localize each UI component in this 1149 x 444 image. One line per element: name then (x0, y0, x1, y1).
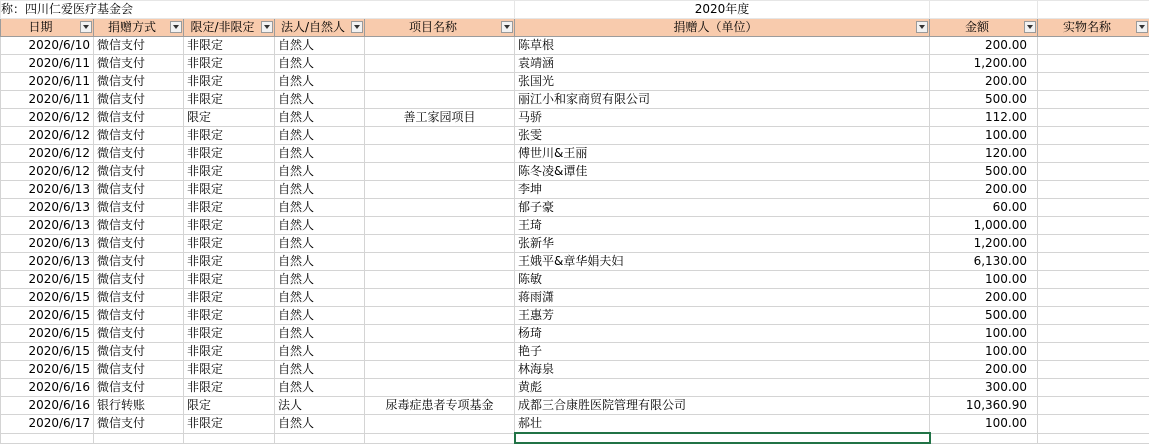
cell-donor[interactable]: 袁靖涵 (515, 55, 930, 73)
cell-donor[interactable]: 蒋雨潇 (515, 289, 930, 307)
table-row (1, 91, 1149, 109)
header-entity-type[interactable] (275, 19, 365, 37)
table-row (1, 325, 1149, 343)
cell-item-name[interactable] (1038, 307, 1149, 325)
cell-entity-type[interactable]: 自然人 (275, 37, 365, 55)
table-row (1, 235, 1149, 253)
cell-amount[interactable]: 200.00 (930, 181, 1038, 199)
cell-method[interactable]: 微信支付 (94, 253, 184, 271)
cell-project[interactable] (365, 415, 515, 434)
cell-entity-type[interactable]: 自然人 (275, 325, 365, 343)
cell-project[interactable]: 尿毒症患者专项基金 (365, 397, 515, 415)
cell-donor[interactable]: 傅世川&王丽 (515, 145, 930, 163)
cell-project[interactable] (365, 37, 515, 55)
cell-item-name[interactable] (1038, 145, 1149, 163)
cell-item-name[interactable] (1038, 91, 1149, 109)
filter-dropdown-icon[interactable] (351, 21, 363, 33)
cell-method[interactable]: 微信支付 (94, 37, 184, 55)
cell-item-name[interactable] (1038, 253, 1149, 271)
cell-amount[interactable]: 120.00 (930, 145, 1038, 163)
cell-item-name[interactable] (1038, 289, 1149, 307)
cell-donor[interactable]: 张国光 (515, 73, 930, 91)
cell-amount[interactable]: 500.00 (930, 163, 1038, 181)
cell-project[interactable] (365, 361, 515, 379)
cell-method[interactable]: 微信支付 (94, 91, 184, 109)
cell-entity-type[interactable]: 自然人 (275, 145, 365, 163)
cell-item-name[interactable] (1038, 271, 1149, 289)
cell-amount[interactable]: 10,360.90 (930, 397, 1038, 415)
cell-restriction[interactable]: 非限定 (184, 307, 275, 325)
cell-amount[interactable]: 200.00 (930, 73, 1038, 91)
cell-entity-type[interactable]: 自然人 (275, 379, 365, 397)
cell-project[interactable] (365, 217, 515, 235)
cell-restriction[interactable]: 非限定 (184, 271, 275, 289)
cell-entity-type[interactable]: 自然人 (275, 181, 365, 199)
cell-donor[interactable]: 陈草根 (515, 37, 930, 55)
header-row (1, 19, 1149, 37)
cell-method[interactable]: 微信支付 (94, 163, 184, 181)
table-row (1, 397, 1149, 415)
cell-amount[interactable]: 100.00 (930, 127, 1038, 145)
filter-dropdown-icon[interactable] (501, 21, 513, 33)
cell-item-name[interactable] (1038, 163, 1149, 181)
cell-item-name[interactable] (1038, 325, 1149, 343)
cell-restriction[interactable]: 限定 (184, 109, 275, 127)
filter-dropdown-icon[interactable] (916, 21, 928, 33)
empty-cell[interactable] (1038, 433, 1149, 443)
cell-amount[interactable]: 100.00 (930, 325, 1038, 343)
cell-date[interactable]: 2020/6/15 (1, 361, 94, 379)
cell-amount[interactable]: 1,200.00 (930, 235, 1038, 253)
table-row (1, 253, 1149, 271)
header-label: 限定/非限定 (190, 20, 254, 34)
empty-cell[interactable] (1, 433, 94, 443)
header-label: 捐赠人（单位） (673, 20, 757, 34)
cell-entity-type[interactable]: 自然人 (275, 55, 365, 73)
cell-item-name[interactable] (1038, 343, 1149, 361)
cell-restriction[interactable]: 非限定 (184, 361, 275, 379)
cell-entity-type[interactable]: 法人 (275, 397, 365, 415)
table-row (1, 307, 1149, 325)
cell-entity-type[interactable]: 自然人 (275, 73, 365, 91)
cell-restriction[interactable]: 非限定 (184, 91, 275, 109)
cell-item-name[interactable] (1038, 397, 1149, 415)
cell-entity-type[interactable]: 自然人 (275, 235, 365, 253)
cell-date[interactable]: 2020/6/13 (1, 235, 94, 253)
header-label: 实物名称 (1063, 20, 1111, 34)
cell-method[interactable]: 微信支付 (94, 55, 184, 73)
cell-project[interactable] (365, 289, 515, 307)
header-date[interactable] (1, 19, 94, 37)
cell-method[interactable]: 微信支付 (94, 181, 184, 199)
cell-method[interactable]: 微信支付 (94, 199, 184, 217)
table-row (1, 217, 1149, 235)
empty-cell[interactable] (275, 433, 365, 443)
table-row (1, 289, 1149, 307)
cell-method[interactable]: 微信支付 (94, 235, 184, 253)
cell-donor[interactable]: 成都三合康胜医院管理有限公司 (515, 397, 930, 415)
cell-item-name[interactable] (1038, 181, 1149, 199)
table-row (1, 73, 1149, 91)
cell-project[interactable]: 善工家园项目 (365, 109, 515, 127)
empty-cell[interactable] (184, 433, 275, 443)
cell-method[interactable]: 微信支付 (94, 73, 184, 91)
cell-method[interactable]: 微信支付 (94, 307, 184, 325)
cell-date[interactable]: 2020/6/11 (1, 91, 94, 109)
cell-date[interactable]: 2020/6/12 (1, 163, 94, 181)
cell-method[interactable]: 微信支付 (94, 109, 184, 127)
cell-restriction[interactable]: 非限定 (184, 289, 275, 307)
cell-donor[interactable]: 张雯 (515, 127, 930, 145)
header-method[interactable] (94, 19, 184, 37)
cell-restriction[interactable]: 非限定 (184, 235, 275, 253)
cell-project[interactable] (365, 271, 515, 289)
cell-amount[interactable]: 200.00 (930, 289, 1038, 307)
table-row (1, 127, 1149, 145)
cell-item-name[interactable] (1038, 361, 1149, 379)
cell-date[interactable]: 2020/6/13 (1, 217, 94, 235)
cell-method[interactable]: 微信支付 (94, 343, 184, 361)
cell-amount[interactable]: 500.00 (930, 307, 1038, 325)
cell-donor[interactable]: 王惠芳 (515, 307, 930, 325)
cell-amount[interactable]: 112.00 (930, 109, 1038, 127)
filter-dropdown-icon[interactable] (1136, 21, 1148, 33)
cell-project[interactable] (365, 199, 515, 217)
cell-donor[interactable]: 黄彪 (515, 379, 930, 397)
cell-project[interactable] (365, 91, 515, 109)
cell-entity-type[interactable]: 自然人 (275, 307, 365, 325)
cell-method[interactable]: 微信支付 (94, 289, 184, 307)
cell-donor[interactable]: 张新华 (515, 235, 930, 253)
cell-date[interactable]: 2020/6/15 (1, 271, 94, 289)
org-label[interactable]: 称：四川仁爱医疗基金会 (1, 1, 515, 19)
table-row (1, 163, 1149, 181)
empty-cell[interactable] (1038, 1, 1149, 19)
header-restriction[interactable] (184, 19, 275, 37)
cell-method[interactable]: 微信支付 (94, 127, 184, 145)
cell-date[interactable]: 2020/6/15 (1, 289, 94, 307)
cell-date[interactable]: 2020/6/11 (1, 55, 94, 73)
table-row (1, 37, 1149, 55)
cell-entity-type[interactable]: 自然人 (275, 289, 365, 307)
header-label: 项目名称 (409, 20, 457, 34)
table-row (1, 145, 1149, 163)
cell-method[interactable]: 微信支付 (94, 415, 184, 434)
cell-date[interactable]: 2020/6/16 (1, 397, 94, 415)
cell-amount[interactable]: 100.00 (930, 415, 1038, 434)
cell-item-name[interactable] (1038, 55, 1149, 73)
cell-amount[interactable]: 200.00 (930, 361, 1038, 379)
cell-donor[interactable]: 陈冬凌&谭佳 (515, 163, 930, 181)
cell-restriction[interactable]: 非限定 (184, 55, 275, 73)
cell-item-name[interactable] (1038, 415, 1149, 434)
cell-project[interactable] (365, 145, 515, 163)
cell-method[interactable]: 银行转账 (94, 397, 184, 415)
cell-project[interactable] (365, 325, 515, 343)
table-row (1, 379, 1149, 397)
cell-restriction[interactable]: 非限定 (184, 379, 275, 397)
cell-entity-type[interactable]: 自然人 (275, 127, 365, 145)
cell-entity-type[interactable]: 自然人 (275, 253, 365, 271)
cell-project[interactable] (365, 253, 515, 271)
cell-method[interactable]: 微信支付 (94, 379, 184, 397)
cell-amount[interactable]: 100.00 (930, 343, 1038, 361)
cell-amount[interactable]: 1,000.00 (930, 217, 1038, 235)
cell-project[interactable] (365, 379, 515, 397)
filter-dropdown-icon[interactable] (1024, 21, 1036, 33)
cell-item-name[interactable] (1038, 379, 1149, 397)
cell-amount[interactable]: 500.00 (930, 91, 1038, 109)
filter-dropdown-icon[interactable] (170, 21, 182, 33)
filter-dropdown-icon[interactable] (80, 21, 92, 33)
cell-entity-type[interactable]: 自然人 (275, 415, 365, 434)
table-row (1, 109, 1149, 127)
empty-cell[interactable] (94, 433, 184, 443)
header-item-name[interactable] (1038, 19, 1149, 37)
cell-restriction[interactable]: 非限定 (184, 145, 275, 163)
empty-cell[interactable] (930, 1, 1038, 19)
cell-date[interactable]: 2020/6/16 (1, 379, 94, 397)
header-label: 捐赠方式 (108, 20, 156, 34)
active-cell[interactable] (515, 433, 930, 443)
table-row (1, 271, 1149, 289)
cell-item-name[interactable] (1038, 199, 1149, 217)
cell-method[interactable]: 微信支付 (94, 145, 184, 163)
table-row (1, 415, 1149, 434)
cell-entity-type[interactable]: 自然人 (275, 163, 365, 181)
cell-entity-type[interactable]: 自然人 (275, 217, 365, 235)
cell-donor[interactable]: 马骄 (515, 109, 930, 127)
cell-donor[interactable]: 丽江小和家商贸有限公司 (515, 91, 930, 109)
cell-restriction[interactable]: 非限定 (184, 181, 275, 199)
cell-donor[interactable]: 艳子 (515, 343, 930, 361)
cell-restriction[interactable]: 非限定 (184, 199, 275, 217)
cell-date[interactable]: 2020/6/13 (1, 253, 94, 271)
cell-restriction[interactable]: 非限定 (184, 37, 275, 55)
header-project[interactable] (365, 19, 515, 37)
cell-date[interactable]: 2020/6/12 (1, 109, 94, 127)
header-amount[interactable] (930, 19, 1038, 37)
cell-entity-type[interactable]: 自然人 (275, 91, 365, 109)
cell-date[interactable]: 2020/6/13 (1, 199, 94, 217)
cell-item-name[interactable] (1038, 109, 1149, 127)
header-label: 金额 (965, 20, 989, 34)
cell-date[interactable]: 2020/6/12 (1, 127, 94, 145)
cell-restriction[interactable]: 非限定 (184, 163, 275, 181)
cell-entity-type[interactable]: 自然人 (275, 109, 365, 127)
cell-amount[interactable]: 100.00 (930, 271, 1038, 289)
cell-donor[interactable]: 陈敏 (515, 271, 930, 289)
filter-dropdown-icon[interactable] (261, 21, 273, 33)
cell-method[interactable]: 微信支付 (94, 217, 184, 235)
cell-method[interactable]: 微信支付 (94, 271, 184, 289)
cell-restriction[interactable]: 非限定 (184, 325, 275, 343)
cell-restriction[interactable]: 非限定 (184, 253, 275, 271)
cell-project[interactable] (365, 163, 515, 181)
cell-entity-type[interactable]: 自然人 (275, 199, 365, 217)
cell-item-name[interactable] (1038, 127, 1149, 145)
cell-amount[interactable]: 300.00 (930, 379, 1038, 397)
cell-date[interactable]: 2020/6/15 (1, 307, 94, 325)
cell-restriction[interactable]: 非限定 (184, 415, 275, 434)
header-donor[interactable] (515, 19, 930, 37)
cell-project[interactable] (365, 307, 515, 325)
year-label[interactable]: 2020年度 (515, 1, 930, 19)
table-row (1, 181, 1149, 199)
cell-restriction[interactable]: 非限定 (184, 343, 275, 361)
cell-entity-type[interactable]: 自然人 (275, 361, 365, 379)
title-row (1, 1, 1149, 19)
table-row (1, 55, 1149, 73)
cell-date[interactable]: 2020/6/13 (1, 181, 94, 199)
cell-restriction[interactable]: 限定 (184, 397, 275, 415)
cell-date[interactable]: 2020/6/15 (1, 343, 94, 361)
cell-amount[interactable]: 1,200.00 (930, 55, 1038, 73)
cell-item-name[interactable] (1038, 73, 1149, 91)
cell-entity-type[interactable]: 自然人 (275, 271, 365, 289)
cell-item-name[interactable] (1038, 37, 1149, 55)
cell-amount[interactable]: 6,130.00 (930, 253, 1038, 271)
cell-restriction[interactable]: 非限定 (184, 73, 275, 91)
cell-donor[interactable]: 林海泉 (515, 361, 930, 379)
table-row (1, 199, 1149, 217)
cell-project[interactable] (365, 73, 515, 91)
cell-date[interactable]: 2020/6/10 (1, 37, 94, 55)
cell-donor[interactable]: 杨琦 (515, 325, 930, 343)
cell-item-name[interactable] (1038, 217, 1149, 235)
cell-date[interactable]: 2020/6/17 (1, 415, 94, 434)
cell-project[interactable] (365, 235, 515, 253)
cell-amount[interactable]: 200.00 (930, 37, 1038, 55)
cell-item-name[interactable] (1038, 235, 1149, 253)
cell-project[interactable] (365, 343, 515, 361)
cell-entity-type[interactable]: 自然人 (275, 343, 365, 361)
empty-cell[interactable] (930, 433, 1038, 443)
cell-date[interactable]: 2020/6/12 (1, 145, 94, 163)
cell-donor[interactable]: 王娥平&章华娟夫妇 (515, 253, 930, 271)
empty-cell[interactable] (365, 433, 515, 443)
header-label: 日期 (28, 20, 52, 34)
cell-method[interactable]: 微信支付 (94, 325, 184, 343)
cell-project[interactable] (365, 127, 515, 145)
cell-donor[interactable]: 郁子豪 (515, 199, 930, 217)
cell-method[interactable]: 微信支付 (94, 361, 184, 379)
header-label: 法人/自然人 (281, 20, 345, 34)
cell-donor[interactable]: 郝壮 (515, 415, 930, 434)
cell-donor[interactable]: 李坤 (515, 181, 930, 199)
table-row (1, 343, 1149, 361)
cell-restriction[interactable]: 非限定 (184, 127, 275, 145)
table-row (1, 433, 1149, 443)
cell-date[interactable]: 2020/6/15 (1, 325, 94, 343)
cell-donor[interactable]: 王琦 (515, 217, 930, 235)
table-row (1, 361, 1149, 379)
cell-restriction[interactable]: 非限定 (184, 217, 275, 235)
cell-project[interactable] (365, 55, 515, 73)
cell-amount[interactable]: 60.00 (930, 199, 1038, 217)
cell-date[interactable]: 2020/6/11 (1, 73, 94, 91)
cell-project[interactable] (365, 181, 515, 199)
